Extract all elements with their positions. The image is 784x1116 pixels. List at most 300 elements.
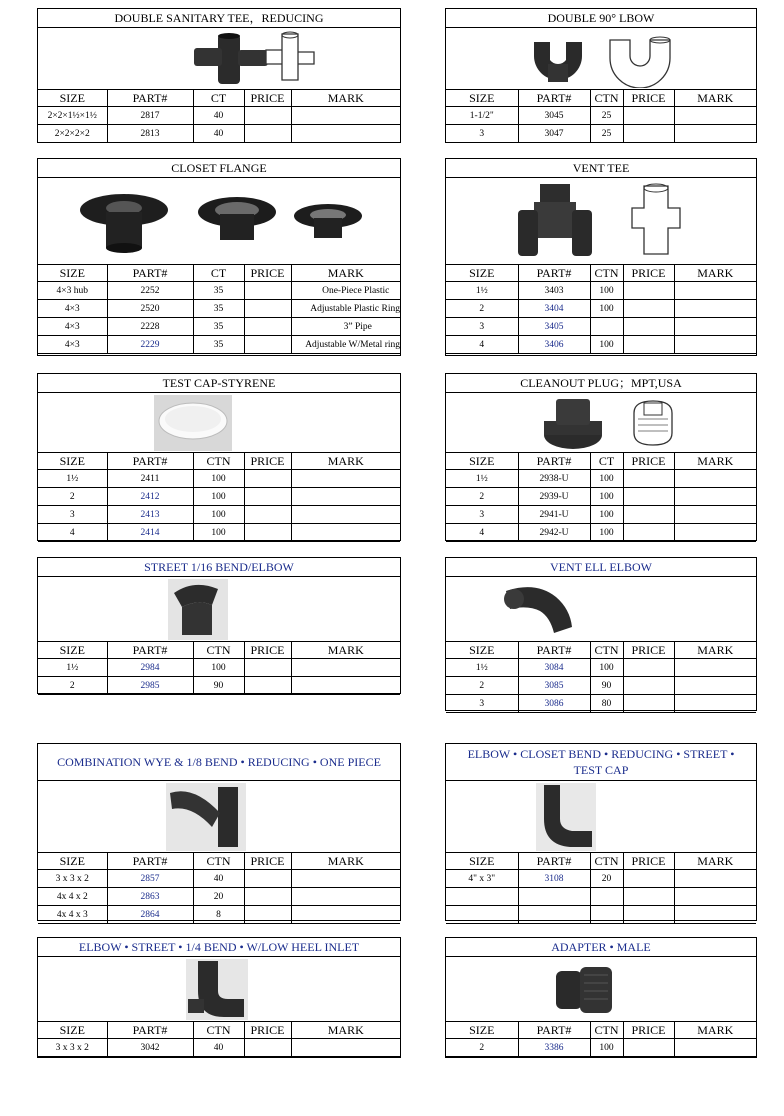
table-row: [446, 506, 756, 524]
mark-cell: [291, 506, 400, 524]
ct-cell: 40: [193, 870, 244, 888]
product-image-row: [446, 28, 756, 90]
mark-cell: [674, 870, 756, 888]
col-part: PART#: [518, 90, 590, 107]
closet-flange-large-icon: [78, 190, 170, 254]
block-adapter-male: [445, 937, 757, 1058]
col-mark: MARK: [674, 265, 756, 282]
price-cell: [244, 870, 291, 888]
size-cell: 4×3: [38, 336, 107, 354]
combination-wye-photo-icon: [166, 783, 246, 851]
product-image-row: [38, 28, 400, 90]
part-cell: 3403: [518, 282, 590, 300]
product-image-row: [446, 781, 756, 853]
part-cell: 3406: [518, 336, 590, 354]
product-table: [446, 90, 756, 143]
price-cell: [244, 524, 291, 542]
table-row: [446, 659, 756, 677]
product-table: [446, 1022, 756, 1057]
part-cell: 3085: [518, 677, 590, 695]
mark-cell: [674, 1039, 756, 1057]
col-part: PART#: [518, 265, 590, 282]
part-cell: 3108: [518, 870, 590, 888]
table-row: [446, 906, 756, 924]
test-cap-photo-icon: [154, 395, 232, 451]
cleanout-plug-drawing-icon: [628, 397, 678, 449]
ct-cell: 25: [590, 125, 623, 143]
block-title: VENT TEE: [446, 159, 756, 178]
block-title: COMBINATION WYE & 1/8 BEND • REDUCING • ONE PIECE: [38, 744, 400, 781]
block-double-sanitary-tee: [37, 8, 401, 143]
col-size: SIZE: [38, 265, 107, 282]
col-price: PRICE: [623, 853, 674, 870]
block-title: VENT ELL ELBOW: [446, 558, 756, 577]
col-size: SIZE: [38, 853, 107, 870]
col-ctn: CTN: [193, 453, 244, 470]
col-mark: MARK: [674, 90, 756, 107]
price-cell: [623, 506, 674, 524]
size-cell: 4: [446, 336, 518, 354]
block-double-90-elbow: [445, 8, 757, 143]
col-part: PART#: [107, 90, 193, 107]
part-cell: 2984: [107, 659, 193, 677]
table-row: [446, 1039, 756, 1057]
ct-cell: 8: [193, 906, 244, 924]
col-mark: MARK: [674, 642, 756, 659]
size-cell: 1½: [446, 282, 518, 300]
ct-cell: 40: [193, 1039, 244, 1057]
closet-flange-ring-icon: [196, 192, 278, 250]
size-cell: 3: [38, 506, 107, 524]
block-title: ELBOW • CLOSET BEND • REDUCING • STREET • TEST CAP: [446, 744, 756, 781]
part-cell: 3047: [518, 125, 590, 143]
mark-cell: [291, 107, 400, 125]
ct-cell: 100: [193, 506, 244, 524]
mark-cell: [291, 888, 400, 906]
col-size: SIZE: [38, 1022, 107, 1039]
mark-cell: [291, 488, 400, 506]
col-ctn: CTN: [590, 265, 623, 282]
size-cell: [446, 906, 518, 924]
ct-cell: 100: [193, 488, 244, 506]
ct-cell: [590, 906, 623, 924]
block-title: DOUBLE SANITARY TEE，REDUCING: [38, 9, 400, 28]
price-cell: [244, 336, 291, 354]
product-image-row: [446, 957, 756, 1022]
table-row: [446, 300, 756, 318]
table-row: [38, 524, 400, 542]
mark-cell: Adjustable W/Metal ring: [291, 336, 400, 354]
mark-cell: [291, 524, 400, 542]
part-cell: 2857: [107, 870, 193, 888]
size-cell: [446, 888, 518, 906]
elbow-street-photo-icon: [186, 959, 248, 1020]
price-cell: [623, 470, 674, 488]
table-row: [446, 888, 756, 906]
mark-cell: 3” Pipe: [291, 318, 400, 336]
part-cell: 3045: [518, 107, 590, 125]
col-size: SIZE: [38, 90, 107, 107]
size-cell: 4" x 3": [446, 870, 518, 888]
part-cell: [518, 888, 590, 906]
ct-cell: 100: [193, 470, 244, 488]
ct-cell: 100: [590, 659, 623, 677]
part-cell: 2864: [107, 906, 193, 924]
mark-cell: [674, 888, 756, 906]
price-cell: [244, 677, 291, 695]
size-cell: 2: [446, 488, 518, 506]
mark-cell: [291, 1039, 400, 1057]
size-cell: 2: [38, 488, 107, 506]
product-table: [446, 453, 756, 542]
table-row: [446, 677, 756, 695]
price-cell: [623, 318, 674, 336]
mark-cell: Adjustable Plastic Ring: [291, 300, 400, 318]
col-price: PRICE: [244, 453, 291, 470]
block-closet-flange: [37, 158, 401, 356]
block-title: CLEANOUT PLUG；MPT,USA: [446, 374, 756, 393]
ct-cell: 100: [590, 524, 623, 542]
col-part: PART#: [518, 1022, 590, 1039]
part-cell: 3042: [107, 1039, 193, 1057]
mark-cell: [674, 506, 756, 524]
mark-cell: [674, 318, 756, 336]
table-row: [38, 488, 400, 506]
price-cell: [244, 506, 291, 524]
ct-cell: 35: [193, 300, 244, 318]
part-cell: 3084: [518, 659, 590, 677]
size-cell: 4x 4 x 3: [38, 906, 107, 924]
product-image-row: [446, 178, 756, 265]
table-row: [38, 336, 400, 354]
col-part: PART#: [518, 853, 590, 870]
ct-cell: 90: [193, 677, 244, 695]
size-cell: 2: [446, 677, 518, 695]
size-cell: 3: [446, 125, 518, 143]
mark-cell: [291, 125, 400, 143]
ct-cell: [590, 888, 623, 906]
size-cell: 4: [446, 524, 518, 542]
mark-cell: [674, 906, 756, 924]
block-title: ADAPTER • MALE: [446, 938, 756, 957]
price-cell: [623, 659, 674, 677]
col-mark: MARK: [674, 1022, 756, 1039]
part-cell: 2413: [107, 506, 193, 524]
price-cell: [244, 107, 291, 125]
ct-cell: 90: [590, 677, 623, 695]
table-row: [38, 888, 400, 906]
size-cell: 2×2×1½×1½: [38, 107, 107, 125]
size-cell: 2: [446, 1039, 518, 1057]
table-row: [38, 506, 400, 524]
ct-cell: 20: [193, 888, 244, 906]
size-cell: 3: [446, 318, 518, 336]
col-price: PRICE: [623, 90, 674, 107]
size-cell: 3 x 3 x 2: [38, 870, 107, 888]
part-cell: 2411: [107, 470, 193, 488]
size-cell: 4x 4 x 2: [38, 888, 107, 906]
product-table: [446, 265, 756, 354]
size-cell: 1½: [446, 470, 518, 488]
col-price: PRICE: [623, 453, 674, 470]
size-cell: 1½: [446, 659, 518, 677]
col-ctn: CTN: [590, 853, 623, 870]
mark-cell: [674, 524, 756, 542]
size-cell: 1½: [38, 470, 107, 488]
mark-cell: [291, 870, 400, 888]
price-cell: [244, 1039, 291, 1057]
ct-cell: 100: [590, 1039, 623, 1057]
part-cell: 2938-U: [518, 470, 590, 488]
product-table: [38, 265, 400, 354]
product-table: [446, 642, 756, 713]
size-cell: 4×3: [38, 300, 107, 318]
table-row: [38, 282, 400, 300]
mark-cell: [291, 906, 400, 924]
ct-cell: 100: [590, 336, 623, 354]
mark-cell: [291, 659, 400, 677]
col-mark: MARK: [291, 642, 400, 659]
block-combination-wye: [37, 743, 401, 921]
price-cell: [244, 300, 291, 318]
mark-cell: [674, 677, 756, 695]
closet-bend-photo-icon: [536, 783, 596, 851]
product-image-row: [446, 577, 756, 642]
block-title: STREET 1/16 BEND/ELBOW: [38, 558, 400, 577]
closet-flange-small-icon: [292, 200, 364, 248]
col-mark: MARK: [291, 453, 400, 470]
size-cell: 4×3 hub: [38, 282, 107, 300]
col-size: SIZE: [446, 1022, 518, 1039]
price-cell: [623, 906, 674, 924]
col-mark: MARK: [291, 265, 400, 282]
table-row: [38, 870, 400, 888]
price-cell: [623, 870, 674, 888]
block-vent-tee: [445, 158, 757, 356]
part-cell: [518, 906, 590, 924]
col-size: SIZE: [446, 853, 518, 870]
table-row: [446, 695, 756, 713]
col-price: PRICE: [623, 265, 674, 282]
price-cell: [623, 300, 674, 318]
part-cell: 3386: [518, 1039, 590, 1057]
mark-cell: [674, 659, 756, 677]
table-row: [446, 282, 756, 300]
price-cell: [244, 488, 291, 506]
price-cell: [244, 888, 291, 906]
product-table: [38, 1022, 400, 1057]
table-row: [38, 300, 400, 318]
block-test-cap: [37, 373, 401, 541]
col-ct: CT: [193, 265, 244, 282]
cleanout-plug-photo-icon: [542, 395, 604, 451]
product-table: [38, 642, 400, 695]
block-title: DOUBLE 90° LBOW: [446, 9, 756, 28]
street-bend-photo-icon: [168, 579, 228, 640]
ct-cell: 35: [193, 318, 244, 336]
mark-cell: [291, 677, 400, 695]
col-ctn: CTN: [590, 1022, 623, 1039]
col-size: SIZE: [38, 642, 107, 659]
mark-cell: [674, 282, 756, 300]
mark-cell: One-Piece Plastic: [291, 282, 400, 300]
col-size: SIZE: [446, 265, 518, 282]
part-cell: 2985: [107, 677, 193, 695]
product-table: [38, 453, 400, 542]
col-part: PART#: [107, 453, 193, 470]
price-cell: [623, 125, 674, 143]
col-ctn: CTN: [193, 642, 244, 659]
col-ctn: CTN: [193, 853, 244, 870]
col-price: PRICE: [244, 853, 291, 870]
ct-cell: 35: [193, 282, 244, 300]
price-cell: [623, 888, 674, 906]
part-cell: 2863: [107, 888, 193, 906]
size-cell: 2×2×2×2: [38, 125, 107, 143]
table-row: [38, 107, 400, 125]
table-row: [446, 488, 756, 506]
price-cell: [623, 488, 674, 506]
part-cell: 2941-U: [518, 506, 590, 524]
col-mark: MARK: [674, 453, 756, 470]
table-row: [446, 470, 756, 488]
table-row: [446, 125, 756, 143]
table-row: [38, 906, 400, 924]
col-ct: CT: [193, 90, 244, 107]
size-cell: 3 x 3 x 2: [38, 1039, 107, 1057]
block-title: TEST CAP-STYRENE: [38, 374, 400, 393]
price-cell: [623, 677, 674, 695]
block-title: ELBOW • STREET • 1/4 BEND • W/LOW HEEL INLET: [38, 938, 400, 957]
col-price: PRICE: [623, 1022, 674, 1039]
part-cell: 2414: [107, 524, 193, 542]
table-row: [38, 318, 400, 336]
col-price: PRICE: [244, 1022, 291, 1039]
block-elbow-street: [37, 937, 401, 1058]
product-image-row: [38, 393, 400, 453]
ct-cell: 35: [193, 336, 244, 354]
mark-cell: [674, 300, 756, 318]
part-cell: 3404: [518, 300, 590, 318]
product-table: [446, 853, 756, 924]
vent-tee-photo-icon: [514, 182, 596, 260]
table-row: [446, 336, 756, 354]
size-cell: 1½: [38, 659, 107, 677]
price-cell: [244, 659, 291, 677]
ct-cell: 100: [193, 659, 244, 677]
ct-cell: 80: [590, 695, 623, 713]
col-part: PART#: [107, 1022, 193, 1039]
col-part: PART#: [518, 642, 590, 659]
product-image-row: [38, 178, 400, 265]
ct-cell: 100: [590, 488, 623, 506]
size-cell: 4: [38, 524, 107, 542]
part-cell: 2813: [107, 125, 193, 143]
col-size: SIZE: [446, 453, 518, 470]
col-mark: MARK: [674, 853, 756, 870]
part-cell: 3405: [518, 318, 590, 336]
product-table: [38, 90, 400, 143]
col-price: PRICE: [244, 90, 291, 107]
adapter-male-photo-icon: [554, 961, 614, 1019]
col-ctn: CTN: [590, 90, 623, 107]
price-cell: [623, 107, 674, 125]
price-cell: [244, 318, 291, 336]
col-mark: MARK: [291, 853, 400, 870]
col-ctn: CTN: [590, 642, 623, 659]
part-cell: 2939-U: [518, 488, 590, 506]
table-row: [446, 107, 756, 125]
ct-cell: 25: [590, 107, 623, 125]
price-cell: [623, 1039, 674, 1057]
product-image-row: [38, 577, 400, 642]
vent-tee-drawing-icon: [628, 182, 684, 260]
product-table: [38, 853, 400, 924]
ct-cell: 100: [590, 506, 623, 524]
ct-cell: 40: [193, 107, 244, 125]
col-part: PART#: [107, 642, 193, 659]
table-row: [446, 524, 756, 542]
mark-cell: [291, 470, 400, 488]
price-cell: [623, 524, 674, 542]
table-row: [38, 677, 400, 695]
mark-cell: [674, 107, 756, 125]
table-row: [38, 659, 400, 677]
table-row: [446, 870, 756, 888]
price-cell: [244, 906, 291, 924]
price-cell: [244, 470, 291, 488]
price-cell: [623, 282, 674, 300]
block-cleanout-plug: [445, 373, 757, 541]
table-row: [38, 470, 400, 488]
part-cell: 2817: [107, 107, 193, 125]
table-row: [446, 318, 756, 336]
price-cell: [244, 125, 291, 143]
price-cell: [623, 336, 674, 354]
vent-ell-photo-icon: [502, 581, 578, 639]
product-image-row: [446, 393, 756, 453]
product-image-row: [38, 781, 400, 853]
col-price: PRICE: [244, 642, 291, 659]
block-title: CLOSET FLANGE: [38, 159, 400, 178]
block-vent-ell: [445, 557, 757, 711]
ct-cell: 100: [590, 470, 623, 488]
mark-cell: [674, 488, 756, 506]
mark-cell: [674, 695, 756, 713]
ct-cell: 100: [590, 300, 623, 318]
part-cell: 2228: [107, 318, 193, 336]
ct-cell: 100: [193, 524, 244, 542]
part-cell: 2412: [107, 488, 193, 506]
mark-cell: [674, 470, 756, 488]
col-size: SIZE: [446, 642, 518, 659]
col-ctn: CTN: [193, 1022, 244, 1039]
mark-cell: [674, 336, 756, 354]
table-row: [38, 1039, 400, 1057]
part-cell: 2520: [107, 300, 193, 318]
col-part: PART#: [518, 453, 590, 470]
part-cell: 2252: [107, 282, 193, 300]
double-elbow-drawing-icon: [604, 30, 676, 88]
ct-cell: 20: [590, 870, 623, 888]
col-mark: MARK: [291, 1022, 400, 1039]
col-price: PRICE: [244, 265, 291, 282]
size-cell: 4×3: [38, 318, 107, 336]
double-elbow-photo-icon: [530, 34, 586, 84]
size-cell: 3: [446, 695, 518, 713]
col-part: PART#: [107, 265, 193, 282]
col-size: SIZE: [38, 453, 107, 470]
